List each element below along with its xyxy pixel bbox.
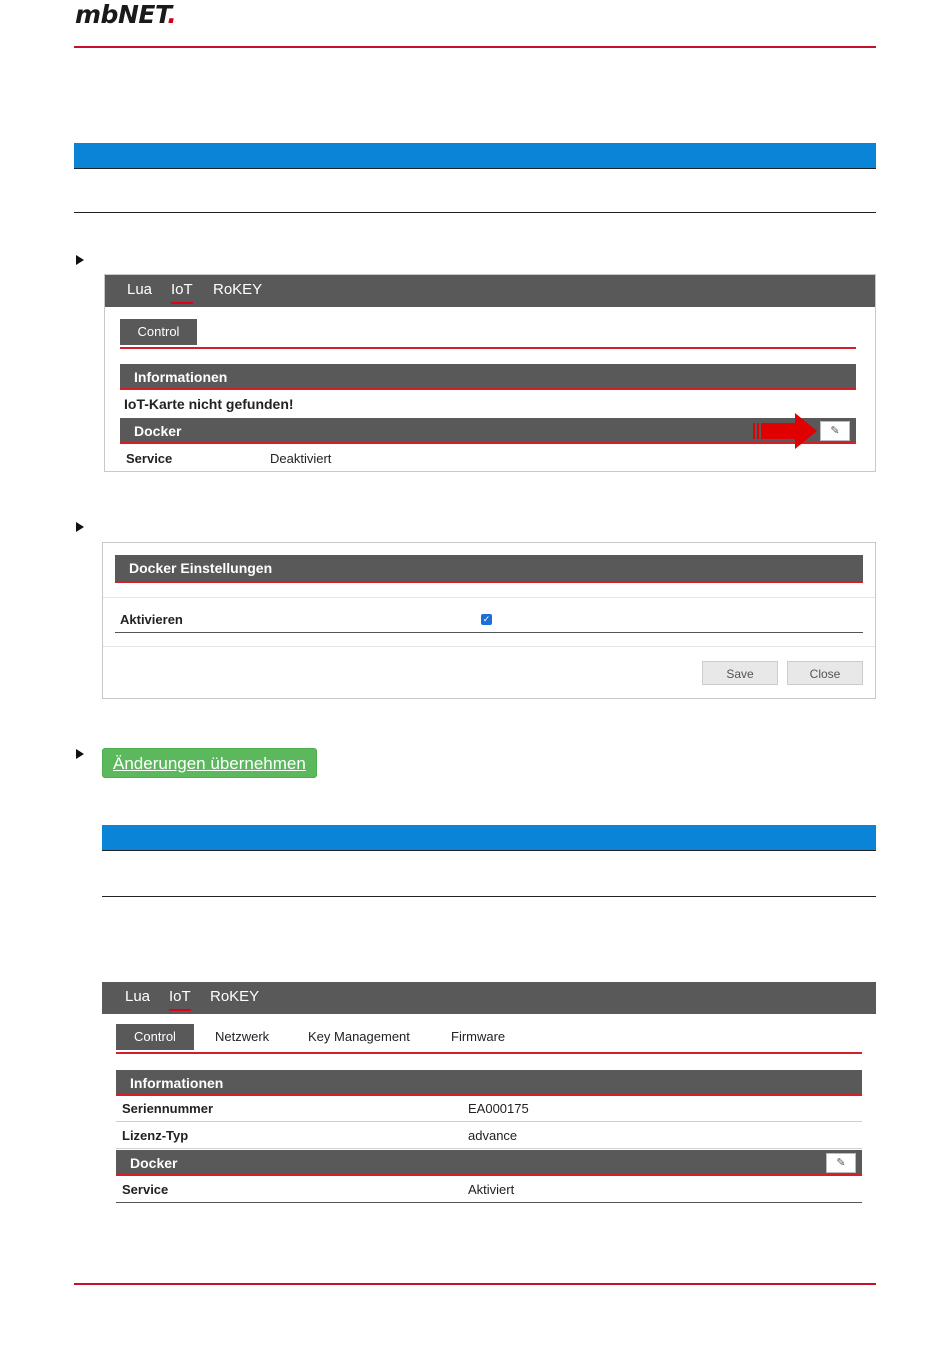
activate-checkbox[interactable]: ✓ [482,614,491,624]
close-button[interactable]: Close [787,661,863,685]
subtab-control[interactable]: Control [120,319,197,345]
seriennummer-value: EA000175 [468,1101,529,1116]
subtab-key-management[interactable]: Key Management [308,1029,410,1044]
service-value: Deaktiviert [270,451,332,466]
section-bar-2 [102,825,876,851]
section-bar-1 [74,143,876,169]
edit-icon[interactable]: ✎ [820,421,850,441]
step-bullet-1 [76,255,84,265]
top-tab-bar-2 [102,982,876,1014]
informationen-header: Informationen [120,364,856,390]
top-tab-bar [105,275,875,307]
brand-logo: mbNET. [75,0,177,29]
red-arrow-icon [753,411,819,451]
subtab-underline [116,1052,862,1054]
screenshot-panel-2 [102,982,876,1207]
save-button[interactable]: Save [702,661,778,685]
docker-header: Docker [116,1150,862,1176]
tab-rokey[interactable]: RoKEY [210,988,260,1005]
subtab-firmware[interactable]: Firmware [451,1029,506,1044]
header-divider [74,46,876,48]
tab-rokey[interactable]: RoKEY [213,281,263,298]
subtab-netzwerk[interactable]: Netzwerk [215,1029,270,1044]
footer-divider [74,1283,876,1285]
screenshot-panel-1 [104,274,876,472]
section-rule-2a [102,850,876,851]
apply-changes-button[interactable]: Änderungen übernehmen [102,748,317,778]
step-bullet-2 [76,522,84,532]
seriennummer-label: Seriennummer [122,1101,214,1116]
lizenz-typ-label: Lizenz-Typ [122,1128,189,1143]
tab-lua[interactable]: Lua [125,988,151,1005]
edit-icon[interactable]: ✎ [826,1153,856,1173]
not-found-message: IoT-Karte nicht gefunden! [124,396,294,412]
tab-iot[interactable]: IoT [171,281,193,304]
dialog-title: Docker Einstellungen [115,555,863,583]
service-label: Service [126,451,173,466]
docker-settings-dialog [102,542,876,699]
tab-lua[interactable]: Lua [127,281,153,298]
service-row [116,1177,862,1203]
table-row [116,1123,862,1149]
dialog-divider-bottom [103,646,875,647]
subtab-control[interactable]: Control [116,1024,194,1050]
section-rule-1b [74,212,876,213]
activate-label: Aktivieren [120,612,183,627]
service-row [120,446,856,472]
docker-header: Docker [120,418,856,444]
section-rule-2b [102,896,876,897]
subtab-underline [120,347,856,349]
tab-iot[interactable]: IoT [169,988,191,1011]
table-row [116,1096,862,1122]
lizenz-typ-value: advance [468,1128,518,1143]
service-label: Service [122,1182,169,1197]
section-rule-1a [74,168,876,169]
service-value: Aktiviert [468,1182,515,1197]
step-bullet-3 [76,749,84,759]
dialog-divider-top [103,597,875,598]
informationen-header: Informationen [116,1070,862,1096]
